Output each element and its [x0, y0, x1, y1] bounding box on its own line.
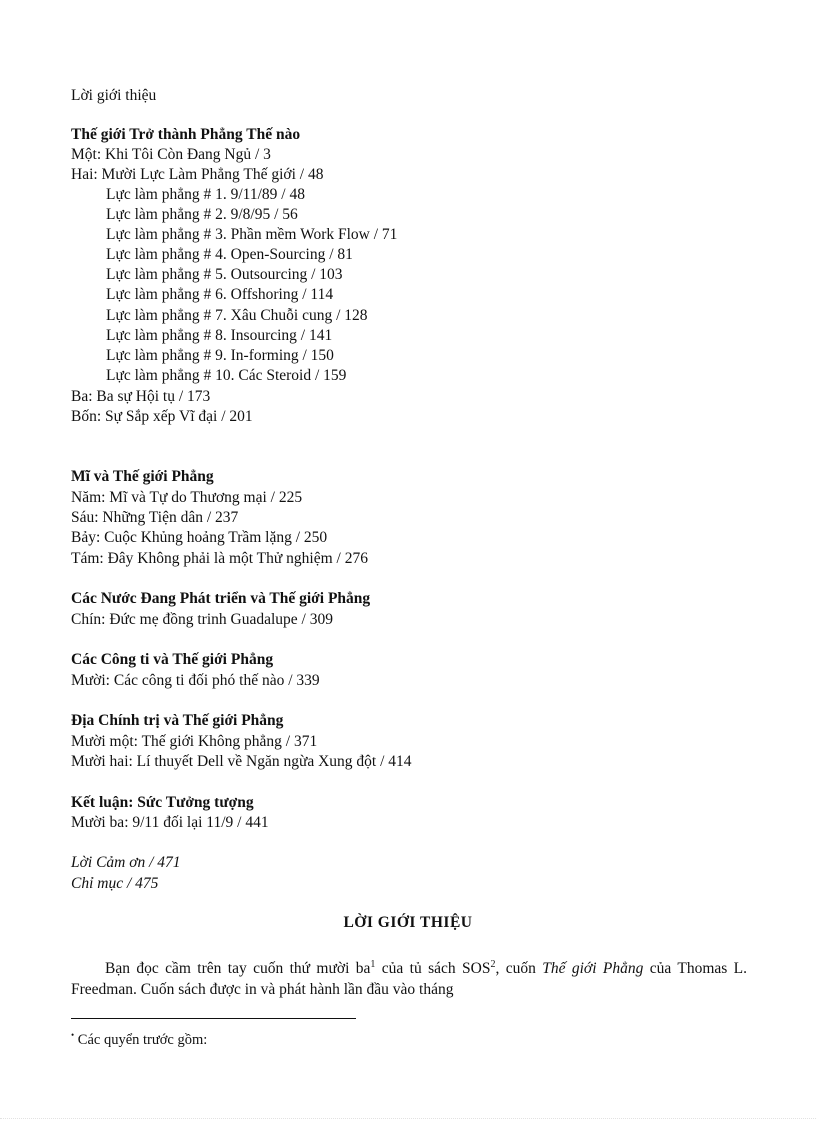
- part2-title: Mĩ và Thế giới Phẳng: [71, 468, 214, 485]
- toc-entry-ch7: Bảy: Cuộc Khủng hoảng Trầm lặng / 250: [71, 529, 328, 546]
- intro-paragraph: [71, 954, 747, 1000]
- footnote-marker: •: [71, 1030, 75, 1040]
- toc-entry-ch1: Một: Khi Tôi Còn Đang Ngủ / 3: [71, 146, 271, 163]
- toc-entry-ch13: Mười ba: 9/11 đối lại 11/9 / 441: [71, 814, 269, 831]
- footnote-separator: [71, 1018, 356, 1019]
- footnote: [71, 1030, 207, 1049]
- toc-entry-ch12: Mười hai: Lí thuyết Dell về Ngăn ngừa Xung đột / 414: [71, 753, 412, 770]
- footnote-ref-2: 2: [490, 959, 496, 970]
- intro-text-a: Bạn đọc cầm trên tay cuốn thứ mười ba: [105, 960, 371, 978]
- toc-entry-acknowledgements: Lời Cảm ơn / 471: [71, 854, 181, 871]
- toc-entry-index: Chỉ mục / 475: [71, 875, 159, 892]
- toc-entry-ch2: Hai: Mười Lực Làm Phẳng Thế giới / 48: [71, 166, 324, 183]
- toc-entry-force-8: Lực làm phẳng # 8. Insourcing / 141: [106, 327, 333, 344]
- toc-entry-force-2: Lực làm phẳng # 2. 9/8/95 / 56: [106, 206, 298, 223]
- toc-entry-force-5: Lực làm phẳng # 5. Outsourcing / 103: [106, 266, 343, 283]
- toc-entry-ch8: Tám: Đây Không phải là một Thử nghiệm / 276: [71, 550, 368, 567]
- toc-entry-ch4: Bốn: Sự Sắp xếp Vĩ đại / 201: [71, 408, 253, 425]
- intro-book-title: Thế giới Phẳng: [542, 960, 644, 978]
- part3-title: Các Nước Đang Phát triển và Thế giới Phẳng: [71, 590, 371, 607]
- part1-title: Thế giới Trở thành Phẳng Thế nào: [71, 126, 301, 143]
- part5-title: Địa Chính trị và Thế giới Phẳng: [71, 712, 284, 729]
- toc-entry-force-9: Lực làm phẳng # 9. In-forming / 150: [106, 347, 334, 364]
- toc-entry-force-6: Lực làm phẳng # 6. Offshoring / 114: [106, 286, 334, 303]
- intro-title: LỜI GIỚI THIỆU: [343, 914, 473, 931]
- toc-entry-force-10: Lực làm phẳng # 10. Các Steroid / 159: [106, 367, 347, 384]
- footnote-text: Các quyển trước gồm:: [74, 1031, 208, 1048]
- toc-entry-ch10: Mười: Các công ti đối phó thế nào / 339: [71, 672, 320, 689]
- part6-title: Kết luận: Sức Tưởng tượng: [71, 794, 254, 811]
- part4-title: Các Công ti và Thế giới Phẳng: [71, 651, 274, 668]
- toc-entry-ch6: Sáu: Những Tiện dân / 237: [71, 509, 239, 526]
- toc-entry-force-3: Lực làm phẳng # 3. Phần mềm Work Flow / 71: [106, 226, 398, 243]
- toc-entry-ch9: Chín: Đức mẹ đồng trinh Guadalupe / 309: [71, 611, 333, 628]
- toc-entry-force-4: Lực làm phẳng # 4. Open-Sourcing / 81: [106, 246, 353, 263]
- toc-entry-ch3: Ba: Ba sự Hội tụ / 173: [71, 388, 211, 405]
- toc-entry-ch5: Năm: Mĩ và Tự do Thương mại / 225: [71, 489, 303, 506]
- toc-entry-ch11: Mười một: Thế giới Không phẳng / 371: [71, 733, 318, 750]
- intro-text-c: , cuốn: [495, 960, 543, 978]
- toc-entry-force-1: Lực làm phẳng # 1. 9/11/89 / 48: [106, 186, 305, 203]
- footnote-ref-1: 1: [370, 959, 376, 970]
- toc-heading: Lời giới thiệu: [71, 87, 157, 104]
- page-bottom-border: [0, 1118, 816, 1119]
- intro-text-d: của Thomas L. Freedman. Cuốn sách được in và phát hành lần đầu vào tháng: [71, 960, 748, 999]
- intro-text-b: của tủ sách SOS: [375, 960, 491, 978]
- toc-entry-force-7: Lực làm phẳng # 7. Xâu Chuỗi cung / 128: [106, 307, 368, 324]
